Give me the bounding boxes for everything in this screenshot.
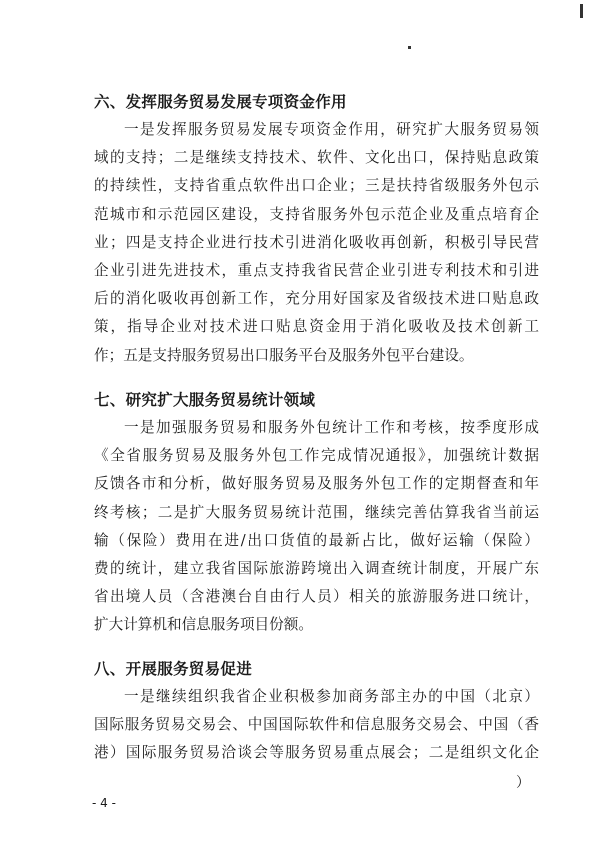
scan-mark — [580, 4, 583, 18]
section-six — [94, 88, 539, 370]
paragraph-line: 终考核；二是扩大服务贸易统计范围，继续完善估算我省当前运 — [94, 503, 539, 521]
paragraph-line: 港）国际服务贸易洽谈会等服务贸易重点展会；二是组织文化企 — [94, 744, 539, 762]
paragraph-line: 省出境人员（含港澳台自由行人员）相关的旅游服务进口统计， — [94, 588, 539, 606]
margin-mark: ） — [516, 775, 530, 791]
paragraph-line: 域的支持；二是继续支持技术、软件、文化出口，保持贴息政策 — [94, 149, 539, 167]
paragraph-line: 扩大计算机和信息服务项目份额。 — [94, 616, 313, 634]
scan-mark — [408, 46, 411, 49]
section-eight — [94, 655, 539, 768]
paragraph-line: 《全省服务贸易及服务外包工作完成情况通报》，加强统计数据 — [94, 447, 539, 465]
section-seven — [94, 386, 539, 640]
paragraph-line: 费的统计，建立我省国际旅游跨境出入调查统计制度，开展广东 — [94, 559, 539, 577]
section-heading: 六、发挥服务贸易发展专项资金作用 — [94, 93, 347, 111]
paragraph-line: 策，指导企业对技术进口贴息资金用于消化吸收及技术创新工 — [94, 318, 539, 336]
paragraph-line: 国际服务贸易交易会、中国国际软件和信息服务交易会、中国（香 — [94, 716, 539, 734]
paragraph-line: 输（保险）费用在进/出口货值的最新占比，做好运输（保险） — [94, 531, 539, 549]
paragraph-line: 反馈各市和分析，做好服务贸易及服务外包工作的定期督查和年 — [94, 475, 539, 493]
paragraph-line: 范城市和示范园区建设，支持省服务外包示范企业及重点培育企 — [94, 205, 539, 223]
page-number: - 4 - — [92, 796, 116, 810]
paragraph-line: 的持续性，支持省重点软件出口企业；三是扶持省级服务外包示 — [94, 177, 539, 195]
paragraph-line: 后的消化吸收再创新工作，充分用好国家及省级技术进口贴息政 — [94, 290, 539, 308]
paragraph-line: 一是加强服务贸易和服务外包统计工作和考核，按季度形成 — [124, 419, 539, 436]
section-heading: 八、开展服务贸易促进 — [94, 660, 253, 678]
section-heading: 七、研究扩大服务贸易统计领域 — [94, 391, 316, 409]
paragraph-line: 业；四是支持企业进行技术引进消化吸收再创新，积极引导民营 — [94, 233, 539, 251]
paragraph-line: 一是发挥服务贸易发展专项资金作用，研究扩大服务贸易领 — [124, 121, 539, 138]
paragraph-line: 一是继续组织我省企业积极参加商务部主办的中国（北京） — [124, 688, 539, 705]
paragraph-line: 作；五是支持服务贸易出口服务平台及服务外包平台建设。 — [94, 346, 474, 364]
paragraph-line: 企业引进先进技术，重点支持我省民营企业引进专利技术和引进 — [94, 261, 539, 279]
